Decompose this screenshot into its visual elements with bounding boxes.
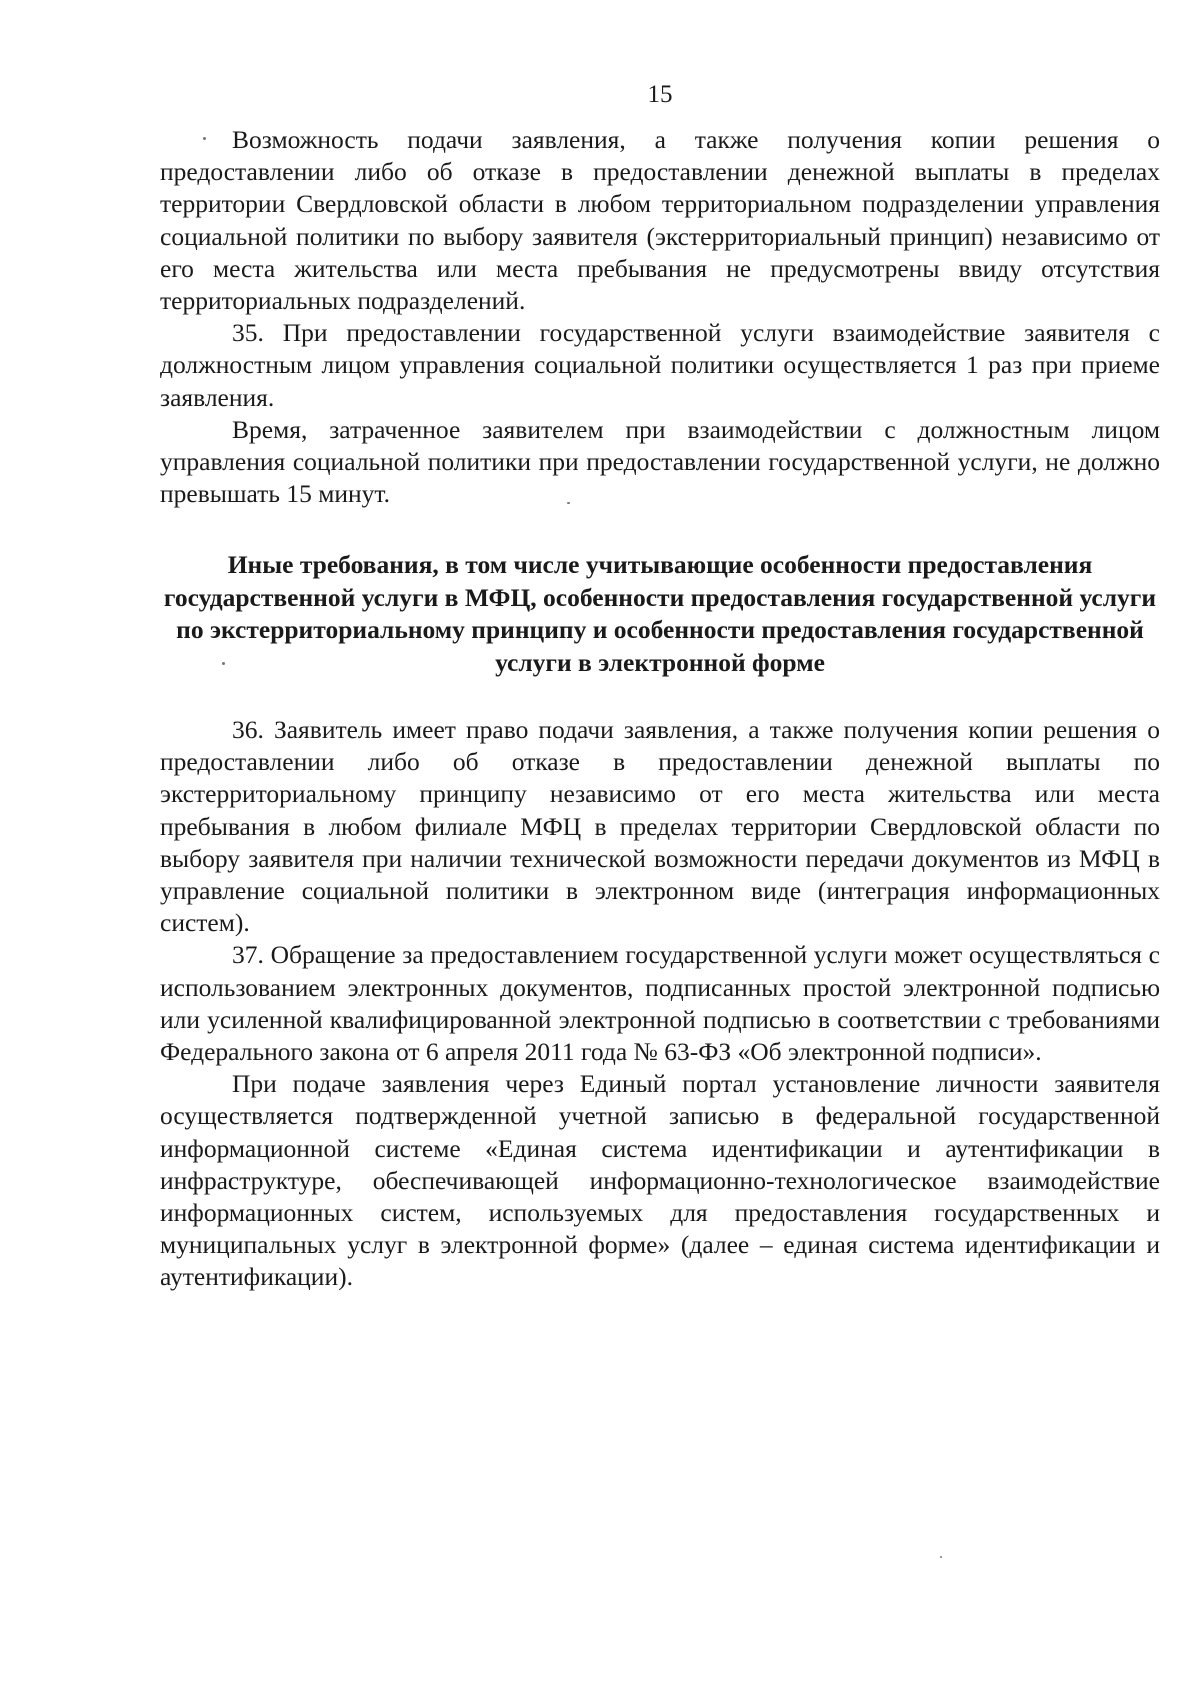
text-block-bottom — [160, 714, 1160, 1294]
paragraph-extraterritorial-note: Возможность подачи заявления, а также получения копии решения о предоставлении либо об отказе в предоставлении денежной выплаты в пределах территории Свердловской области в любом территориальном подразделении управления социальной политики по выбору заявителя (экстерриториальный принцип) независимо от его места жительства или места пребывания не предусмотрены ввиду отсутствия территориальных подразделений. — [160, 125, 1160, 316]
paragraph-identification: При подаче заявления через Единый портал установление личности заявителя осуществляется подтвержденной учетной записью в федеральной государственной информационной системе «Единая система идентификации и аутентификации в инфраструктуре, обеспечивающей информационно-технологическое взаимодействие информационных систем, используемых для предоставления государственных и муниципальных услуг в электронной форме» (далее – единая система идентификации и аутентификации). — [160, 1069, 1160, 1292]
page-number: 15 — [647, 81, 673, 108]
scan-speck — [567, 502, 570, 504]
text-block-top — [160, 124, 1160, 510]
scan-speck — [203, 137, 206, 140]
section-heading: Иные требования, в том числе учитывающие особенности предоставления государственной услуги в МФЦ, особенности предоставления государственной услуги по экстерриториальному принципу и особенности предоставления государственной услуги в электронной форме — [163, 550, 1157, 677]
paragraph-37: 37. Обращение за предоставлением государственной услуги может осуществляться с использованием электронных документов, подписанных простой электронной подписью или усиленной квалифицированной электронной подписью в соответствии с требованиями Федерального закона от 6 апреля 2011 года № 63-ФЗ «Об электронной подписи». — [160, 940, 1160, 1067]
scan-speck — [222, 662, 225, 665]
paragraph-35: 35. При предоставлении государственной услуги взаимодействие заявителя с должностным лицом управления социальной политики осуществляется 1 раз при приеме заявления. — [160, 318, 1160, 412]
paragraph-36: 36. Заявитель имеет право подачи заявления, а также получения копии решения о предоставлении либо об отказе в предоставлении денежной выплаты по экстерриториальному принципу независимо от его места жительства или места пребывания в любом филиале МФЦ в пределах территории Свердловской области по выбору заявителя при наличии технической возможности передачи документов из МФЦ в управление социальной политики в электронном виде (интеграция информационных систем). — [160, 715, 1160, 938]
paragraph-time-limit: Время, затраченное заявителем при взаимодействии с должностным лицом управления социальной политики при предоставлении государственной услуги, не должно превышать 15 минут. — [160, 414, 1160, 509]
scan-speck — [940, 1556, 942, 1558]
